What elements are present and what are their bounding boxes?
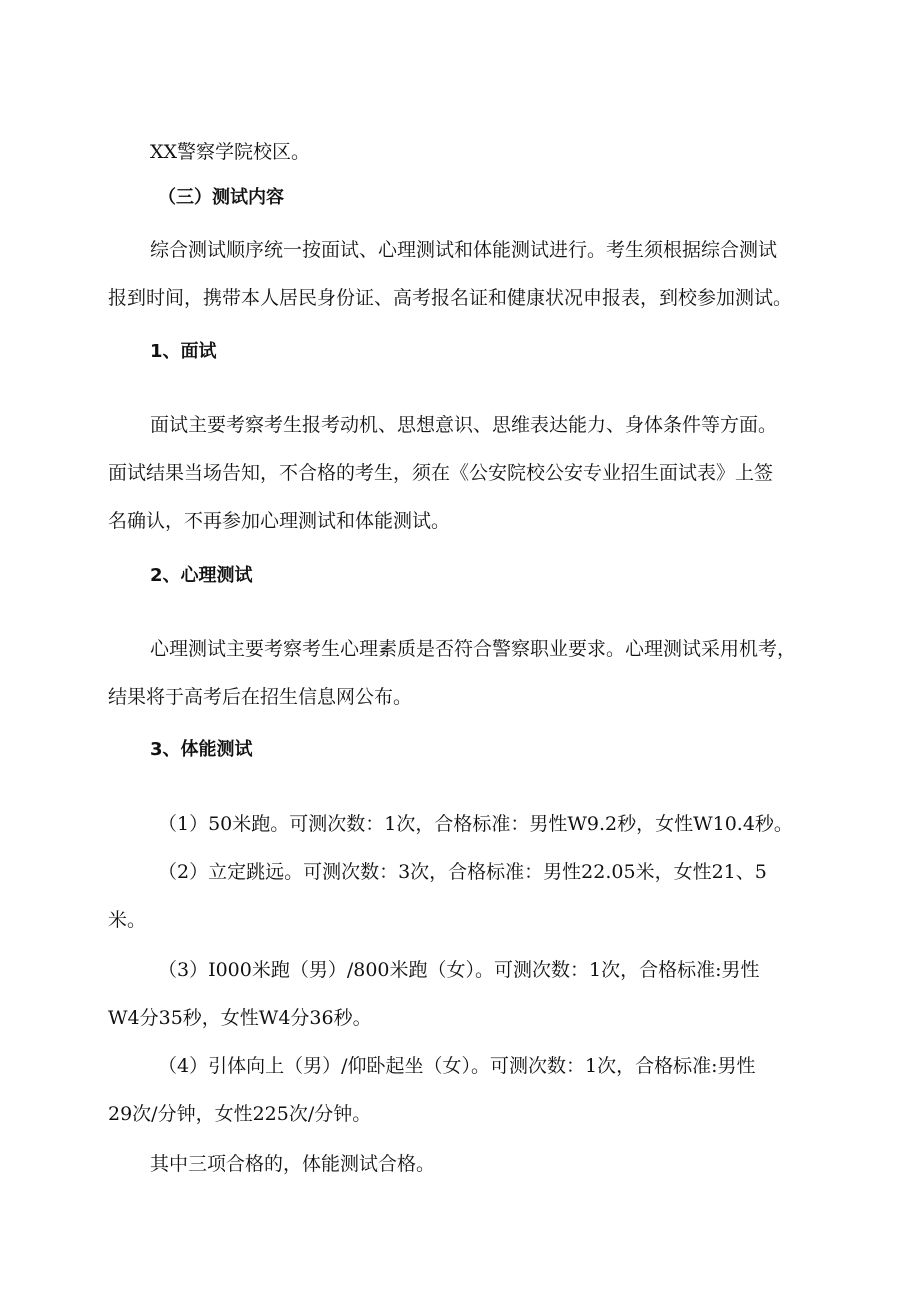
fitness-item-2: （2）立定跳远。可测次数：3次，合格标准：男性22.05米，女性21、5: [158, 861, 767, 883]
fitness-item-3: （3）I000米跑（男）/800米跑（女）。可测次数：1次，合格标准:男性: [158, 959, 760, 981]
paragraph-interview-line-1: 面试主要考察考生报考动机、思想意识、思维表达能力、身体条件等方面。: [150, 414, 778, 436]
paragraph-intro-line-1: 综合测试顺序统一按面试、心理测试和体能测试进行。考生须根据综合测试: [150, 239, 778, 261]
fitness-item-3-cont: W4分35秒，女性W4分36秒。: [108, 1007, 372, 1029]
paragraph-psych-line-1: 心理测试主要考察考生心理素质是否符合警察职业要求。心理测试采用机考，: [150, 638, 797, 660]
fitness-item-1: （1）50米跑。可测次数：1次，合格标准：男性W9.2秒，女性W10.4秒。: [158, 813, 793, 835]
fitness-item-2-cont: 米。: [108, 909, 147, 931]
paragraph-interview-line-2: 面试结果当场告知，不合格的考生，须在《公安院校公安专业招生面试表》上签: [108, 462, 774, 484]
fitness-item-4: （4）引体向上（男）/仰卧起坐（女）。可测次数：1次，合格标准:男性: [158, 1055, 756, 1077]
text-line-campus: XX警察学院校区。: [150, 141, 311, 163]
heading-interview: 1、面试: [150, 341, 217, 362]
paragraph-interview-line-3: 名确认，不再参加心理测试和体能测试。: [108, 510, 451, 532]
fitness-item-4-cont: 29次/分钟，女性225次/分钟。: [108, 1103, 372, 1125]
section-heading-test-content: （三）测试内容: [158, 187, 284, 208]
fitness-conclusion: 其中三项合格的，体能测试合格。: [150, 1153, 436, 1175]
heading-fitness-test: 3、体能测试: [150, 739, 253, 760]
paragraph-psych-line-2: 结果将于高考后在招生信息网公布。: [108, 686, 413, 708]
paragraph-intro-line-2: 报到时间，携带本人居民身份证、高考报名证和健康状况申报表，到校参加测试。: [108, 287, 793, 309]
heading-psych-test: 2、心理测试: [150, 565, 253, 586]
